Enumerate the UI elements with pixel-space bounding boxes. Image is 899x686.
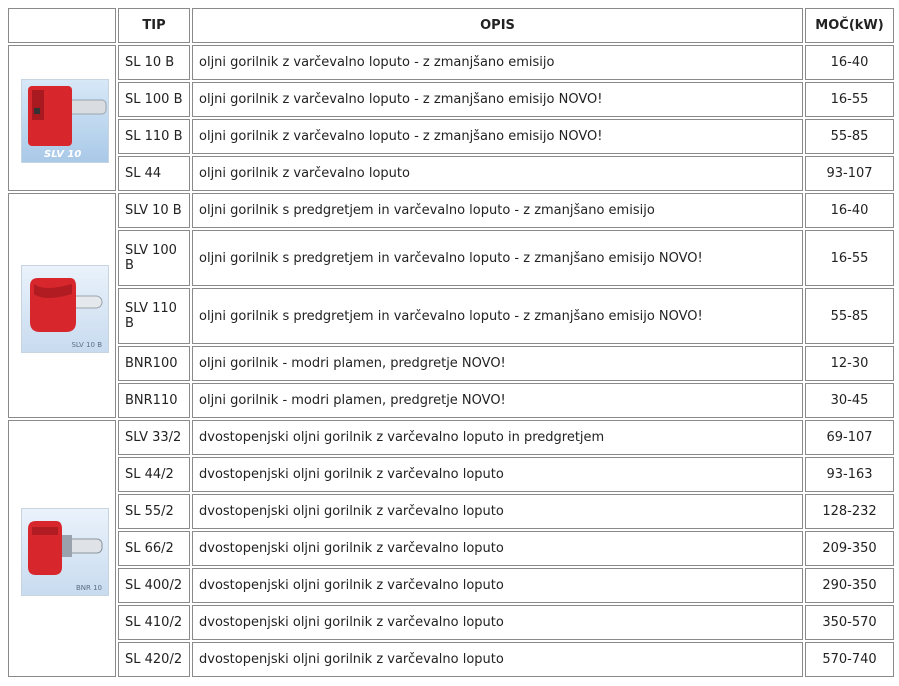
cell-opis: oljni gorilnik z varčevalno loputo - z zmanjšano emisijo NOVO! — [192, 82, 803, 117]
cell-tip: SL 44/2 — [118, 457, 190, 492]
cell-opis: oljni gorilnik z varčevalno loputo - z zmanjšano emisijo NOVO! — [192, 119, 803, 154]
column-header-opis: OPIS — [192, 8, 803, 43]
table-row — [8, 568, 894, 603]
cell-tip: SL 10 B — [118, 45, 190, 80]
cell-tip: SL 400/2 — [118, 568, 190, 603]
product-image-cell — [8, 45, 116, 191]
cell-moc: 16-55 — [805, 230, 894, 286]
table-row — [8, 82, 894, 117]
cell-moc: 93-163 — [805, 457, 894, 492]
cell-tip: SL 410/2 — [118, 605, 190, 640]
table-row — [8, 45, 894, 80]
cell-moc: 128-232 — [805, 494, 894, 529]
table-row — [8, 288, 894, 344]
product-caption: SLV 10 — [44, 149, 82, 160]
cell-tip: SLV 100 B — [118, 230, 190, 286]
product-caption: SLV 10 B — [71, 340, 102, 349]
cell-opis: oljni gorilnik - modri plamen, predgretje NOVO! — [192, 383, 803, 418]
cell-opis: dvostopenjski oljni gorilnik z varčevalno loputo in predgretjem — [192, 420, 803, 455]
burner-illustration-icon — [22, 509, 108, 595]
column-header-tip: TIP — [118, 8, 190, 43]
table-header-row — [8, 8, 894, 43]
cell-moc: 30-45 — [805, 383, 894, 418]
cell-opis: oljni gorilnik s predgretjem in varčevalno loputo - z zmanjšano emisijo NOVO! — [192, 230, 803, 286]
cell-tip: SL 110 B — [118, 119, 190, 154]
table-row — [8, 420, 894, 455]
burner-illustration-icon — [22, 266, 108, 352]
product-image-cell — [8, 193, 116, 418]
table-row — [8, 119, 894, 154]
cell-tip: SL 66/2 — [118, 531, 190, 566]
column-header-moc: MOČ(kW) — [805, 8, 894, 43]
cell-moc: 93-107 — [805, 156, 894, 191]
table-row — [8, 156, 894, 191]
cell-tip: BNR110 — [118, 383, 190, 418]
cell-opis: oljni gorilnik s predgretjem in varčevalno loputo - z zmanjšano emisijo NOVO! — [192, 288, 803, 344]
cell-opis: oljni gorilnik - modri plamen, predgretje NOVO! — [192, 346, 803, 381]
table-row — [8, 346, 894, 381]
cell-tip: SL 44 — [118, 156, 190, 191]
product-image-cell — [8, 420, 116, 677]
cell-tip: SL 420/2 — [118, 642, 190, 677]
cell-moc: 570-740 — [805, 642, 894, 677]
table-row — [8, 193, 894, 228]
cell-opis: oljni gorilnik s predgretjem in varčevalno loputo - z zmanjšano emisijo — [192, 193, 803, 228]
table-row — [8, 230, 894, 286]
cell-moc: 69-107 — [805, 420, 894, 455]
cell-tip: SLV 110 B — [118, 288, 190, 344]
product-caption: BNR 10 — [75, 583, 102, 592]
cell-moc: 350-570 — [805, 605, 894, 640]
burner-image-bnr10 — [21, 508, 109, 596]
cell-moc: 209-350 — [805, 531, 894, 566]
cell-opis: dvostopenjski oljni gorilnik z varčevalno loputo — [192, 531, 803, 566]
image-column-header — [8, 8, 116, 43]
table-row — [8, 605, 894, 640]
cell-opis: dvostopenjski oljni gorilnik z varčevalno loputo — [192, 605, 803, 640]
cell-opis: oljni gorilnik z varčevalno loputo - z zmanjšano emisijo — [192, 45, 803, 80]
cell-moc: 16-40 — [805, 193, 894, 228]
table-row — [8, 642, 894, 677]
cell-tip: SLV 10 B — [118, 193, 190, 228]
cell-opis: oljni gorilnik z varčevalno loputo — [192, 156, 803, 191]
burner-image-slv10 — [21, 79, 109, 163]
table-row — [8, 494, 894, 529]
table-row — [8, 531, 894, 566]
cell-tip: SL 55/2 — [118, 494, 190, 529]
cell-tip: SLV 33/2 — [118, 420, 190, 455]
cell-opis: dvostopenjski oljni gorilnik z varčevalno loputo — [192, 568, 803, 603]
burner-table — [6, 6, 896, 679]
cell-tip: BNR100 — [118, 346, 190, 381]
cell-moc: 12-30 — [805, 346, 894, 381]
cell-opis: dvostopenjski oljni gorilnik z varčevalno loputo — [192, 642, 803, 677]
cell-moc: 55-85 — [805, 119, 894, 154]
burner-image-slv10b — [21, 265, 109, 353]
cell-moc: 55-85 — [805, 288, 894, 344]
table-row — [8, 457, 894, 492]
cell-tip: SL 100 B — [118, 82, 190, 117]
table-row — [8, 383, 894, 418]
cell-opis: dvostopenjski oljni gorilnik z varčevalno loputo — [192, 494, 803, 529]
cell-moc: 290-350 — [805, 568, 894, 603]
cell-opis: dvostopenjski oljni gorilnik z varčevalno loputo — [192, 457, 803, 492]
cell-moc: 16-55 — [805, 82, 894, 117]
cell-moc: 16-40 — [805, 45, 894, 80]
